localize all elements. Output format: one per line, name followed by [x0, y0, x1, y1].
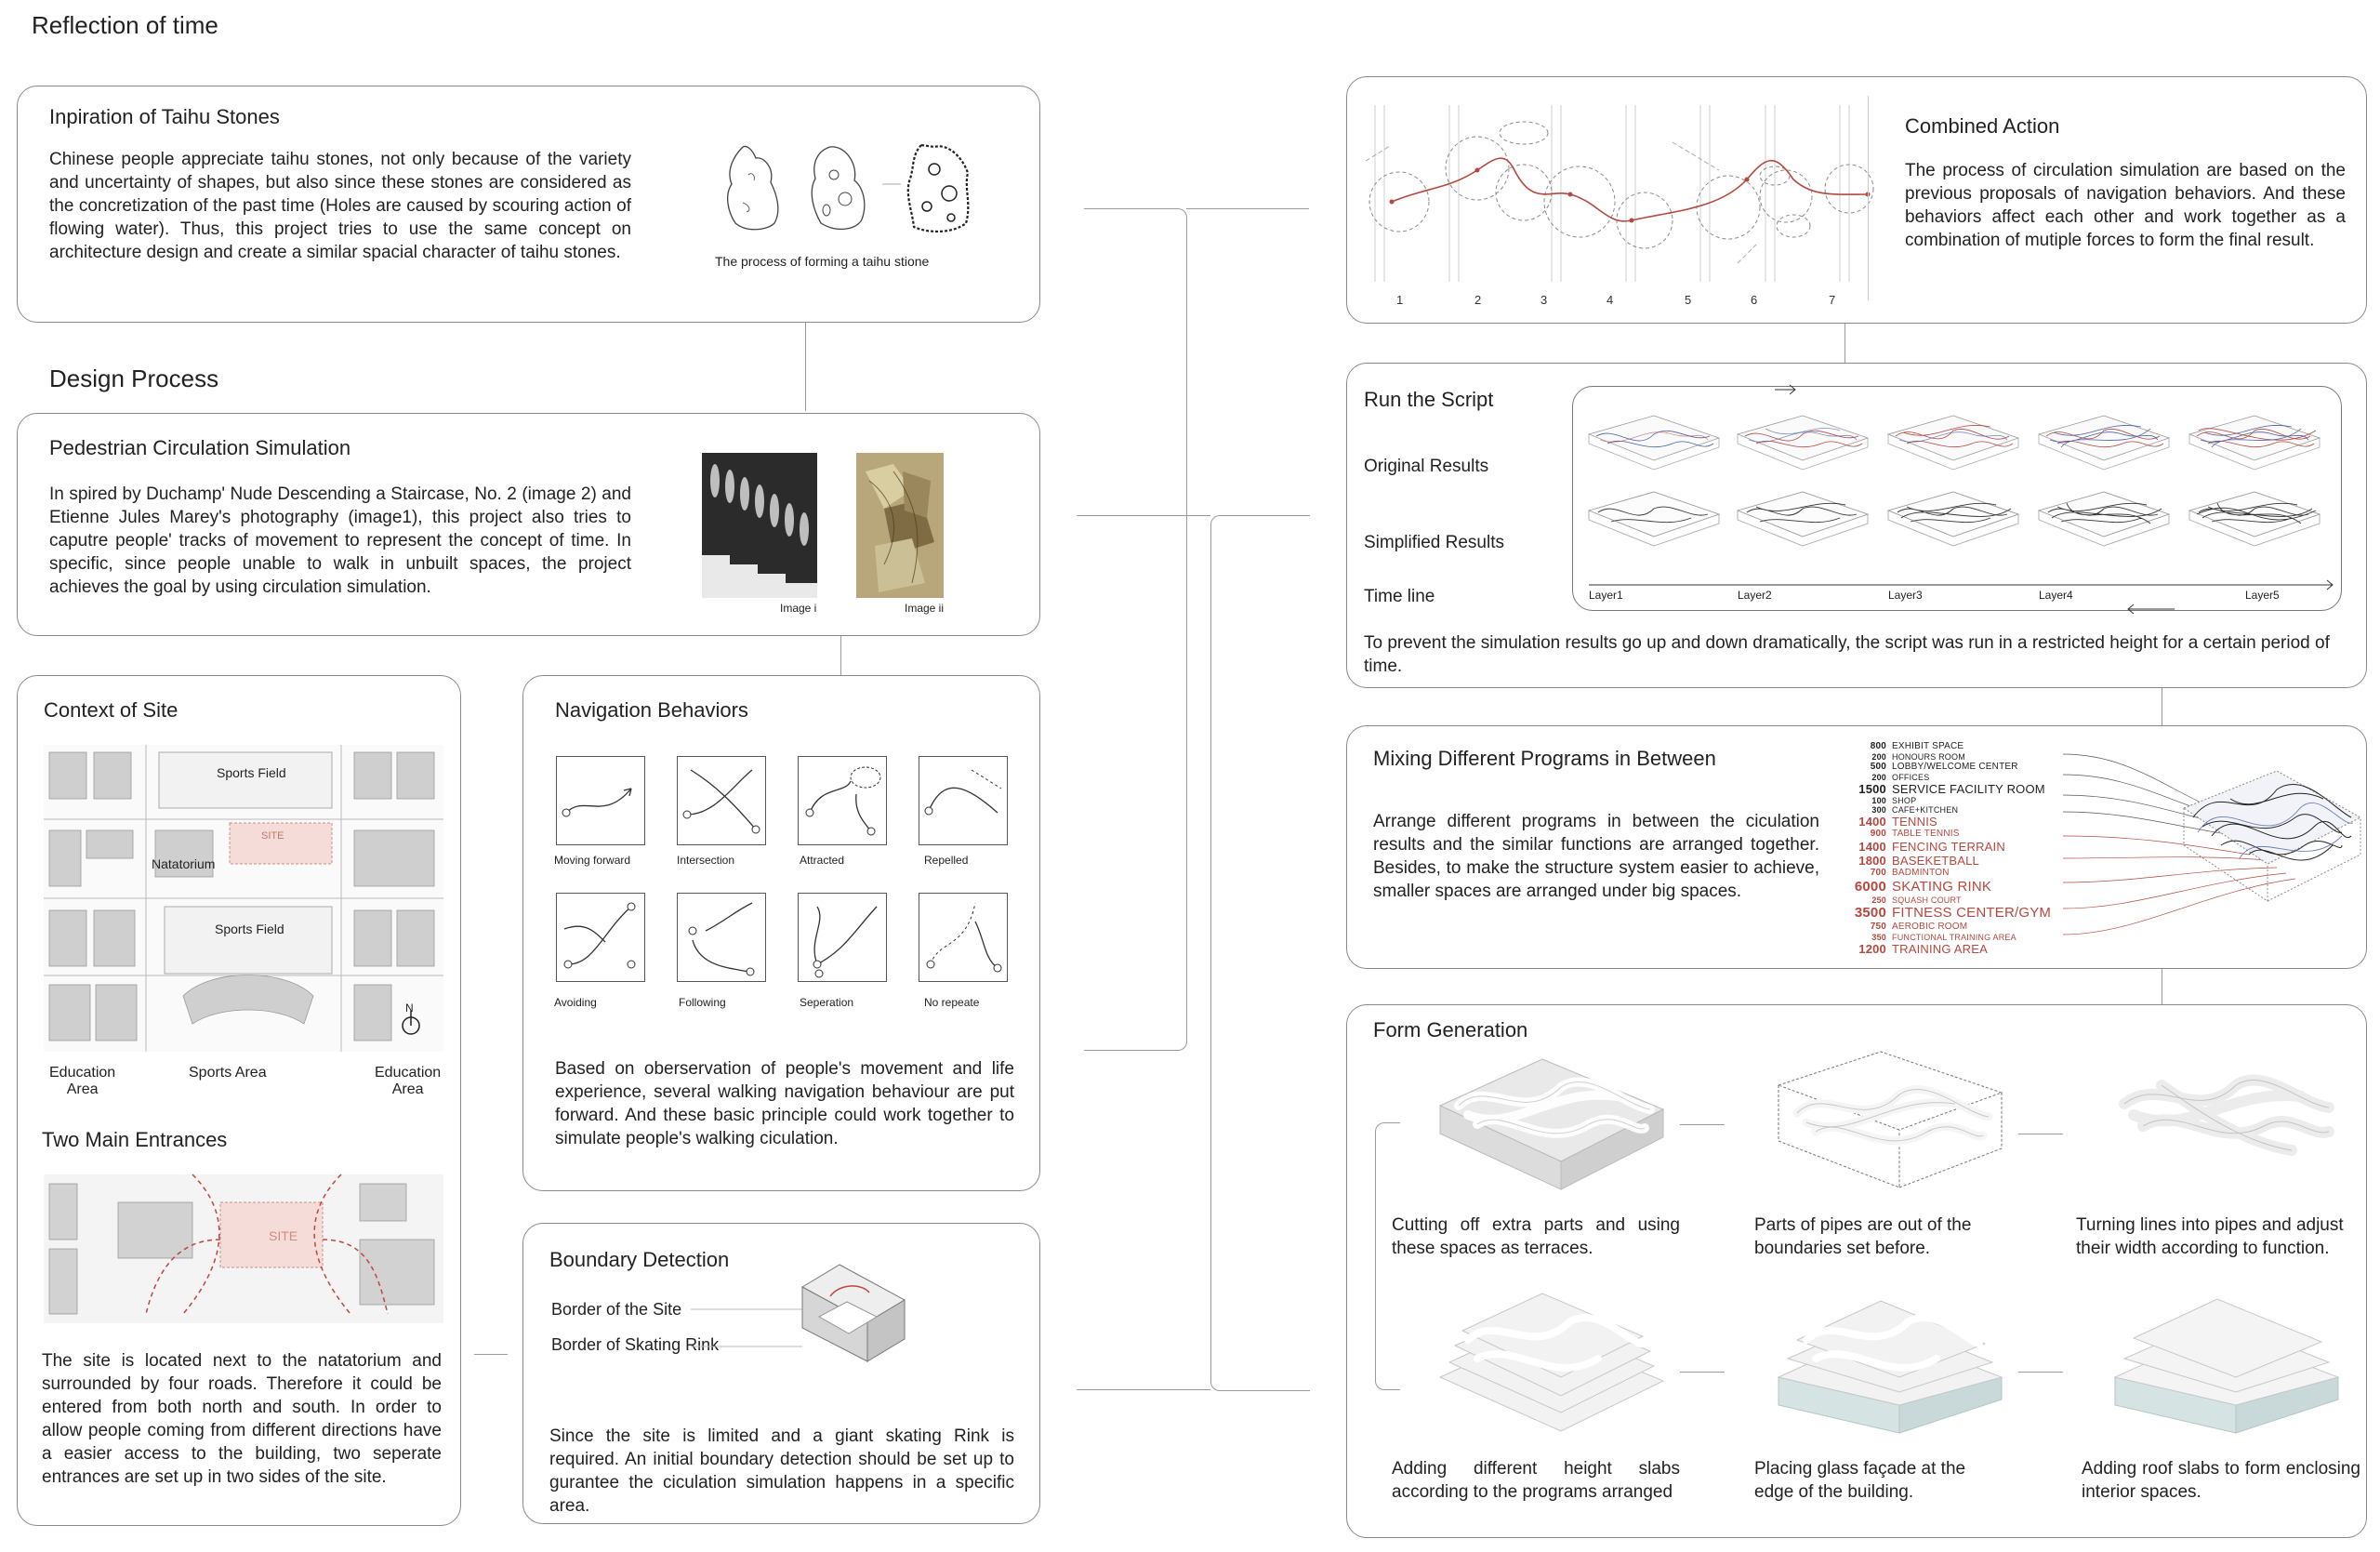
- program-name: FITNESS CENTER/GYM: [1892, 905, 2052, 921]
- image1-caption: Image i: [780, 602, 817, 615]
- behavior-moving-forward-diagram: [556, 756, 645, 845]
- navigation-panel: [522, 675, 1040, 1191]
- map-label-sports-field-top: Sports Field: [217, 765, 286, 780]
- connector-line: [840, 636, 841, 677]
- behavior-label: No repeate: [924, 996, 980, 1009]
- connector-line: [1186, 208, 1309, 209]
- map-label-sports-field-mid: Sports Field: [215, 922, 284, 936]
- script-panel: [1346, 363, 2367, 688]
- connector-line: [805, 323, 806, 411]
- pedestrian-panel: [17, 413, 1040, 636]
- combined-action-diagram: [1366, 105, 1886, 282]
- program-area: 200: [1871, 773, 1886, 782]
- mixing-title: Mixing Different Programs in Between: [1373, 747, 1716, 770]
- boundary-text: Since the site is limited and a giant skating Rink is required. An initial boundary detection should be set up to gurantee the ciculation simulation happens in a specific area.: [549, 1426, 1014, 1516]
- program-area: 100: [1871, 796, 1886, 805]
- program-area: 1800: [1858, 854, 1886, 868]
- step-number: 4: [1606, 293, 1614, 307]
- area-label-education-left: Education Area: [49, 1065, 116, 1097]
- navigation-text: Based on oberservation of people's movement and life experience, several walking navigation behaviour are put forward. And these basic principle could work together to simulate people's walking ciculation.: [555, 1059, 1014, 1148]
- form-caption: Turning lines into pipes and adjust their width according to function.: [2076, 1215, 2344, 1258]
- program-area: 1400: [1858, 815, 1886, 829]
- map-label-site: SITE: [261, 830, 284, 842]
- taihu-caption: The process of forming a taihu stione: [715, 254, 930, 269]
- context-title: Context of Site: [44, 698, 178, 722]
- behavior-intersection-diagram: [677, 756, 766, 845]
- boundary-label-rink: Border of Skating Rink: [551, 1335, 720, 1354]
- layer-label: Layer4: [2039, 589, 2073, 602]
- page-title: Reflection of time: [32, 11, 218, 39]
- program-item: [1849, 922, 1967, 932]
- script-title: Run the Script: [1364, 388, 1494, 411]
- program-name: TRAINING AREA: [1892, 942, 1989, 956]
- mixing-text: Arrange different programs in between the ciculation results and the similar functions are arranged together. Besides, to make the structure system easier to achieve, smaller spaces are arranged under big spaces.: [1373, 812, 1819, 901]
- duchamp-painting: [856, 453, 944, 598]
- form-model-roof: [2106, 1284, 2347, 1433]
- program-item: [1849, 741, 1964, 751]
- program-name: SHOP: [1892, 796, 1917, 805]
- behavior-label: Seperation: [800, 996, 854, 1009]
- mixing-panel: [1346, 725, 2367, 969]
- program-name: SERVICE FACILITY ROOM: [1892, 782, 2045, 796]
- behavior-seperation-diagram: [798, 893, 887, 982]
- connector-line: [1210, 515, 1310, 1391]
- program-name: BASEKETBALL: [1892, 854, 1979, 868]
- combined-panel: [1346, 76, 2367, 324]
- program-area: 300: [1871, 805, 1886, 815]
- context-panel: [17, 675, 461, 1526]
- layer-label: Layer5: [2245, 589, 2280, 602]
- area-label-education-right: Education Area: [375, 1065, 442, 1097]
- north-arrow-icon: N: [405, 1002, 414, 1015]
- program-item: [1849, 762, 2018, 772]
- site-context-map: [44, 745, 443, 1052]
- program-item: [1849, 782, 2045, 796]
- behavior-label: Repelled: [924, 854, 969, 867]
- connector-line: [1680, 1124, 1725, 1125]
- program-item: [1849, 879, 1991, 895]
- program-name: AEROBIC ROOM: [1892, 922, 1968, 932]
- navigation-title: Navigation Behaviors: [555, 698, 748, 722]
- step-number: 1: [1396, 293, 1404, 307]
- program-item: [1849, 905, 2051, 921]
- program-list: [1849, 741, 2063, 961]
- image2-caption: Image ii: [905, 602, 945, 615]
- combined-title: Combined Action: [1905, 114, 2060, 138]
- program-item: [1849, 829, 1960, 839]
- program-item: [1849, 854, 1979, 868]
- program-name: TABLE TENNIS: [1892, 829, 1960, 839]
- pedestrian-text: In spired by Duchamp' Nude Descending a Staircase, No. 2 (image 2) and Etienne Jules Marey's photography (image1), this project also tries to caputre people' tracks of movement to represent the concept of time. In specific, since people unable to walk in unbuilt spaces, the project achieves the goal by using circulation simulation.: [49, 484, 631, 597]
- boundary-panel: [522, 1223, 1040, 1524]
- taihu-panel: [17, 86, 1040, 323]
- behavior-attracted-diagram: [798, 756, 887, 845]
- layer-label: Layer1: [1589, 589, 1623, 602]
- program-name: SQUASH COURT: [1892, 895, 1962, 905]
- program-item: [1849, 868, 1950, 878]
- entrance-site-label: SITE: [269, 1228, 298, 1243]
- behavior-no-repeate-diagram: [919, 893, 1008, 982]
- program-name: TENNIS: [1892, 815, 1937, 829]
- program-name: OFFICES: [1892, 773, 1930, 782]
- script-row-original: Original Results: [1364, 457, 1489, 476]
- step-number: 6: [1751, 293, 1758, 307]
- form-model-out-of-bounds: [1769, 1048, 2011, 1187]
- program-area: 350: [1871, 933, 1886, 942]
- entrances-title: Two Main Entrances: [42, 1128, 228, 1151]
- area-label-sports: Sports Area: [189, 1065, 267, 1081]
- behavior-label: Following: [679, 996, 726, 1009]
- step-number: 7: [1829, 293, 1836, 307]
- design-process-heading: Design Process: [49, 365, 219, 392]
- form-model-glass-facade: [1769, 1284, 2011, 1433]
- step-number: 2: [1474, 293, 1482, 307]
- program-area: 900: [1870, 829, 1886, 839]
- marey-photograph: [702, 453, 817, 598]
- form-model-terraces: [1431, 1050, 1673, 1189]
- connector-line: [1680, 1372, 1725, 1373]
- connector-line: [474, 1354, 508, 1355]
- program-name: LOBBY/WELCOME CENTER: [1892, 762, 2018, 772]
- program-area: 250: [1871, 895, 1886, 905]
- behavior-label: Intersection: [677, 854, 735, 867]
- form-model-pipes: [2106, 1048, 2347, 1187]
- program-name: CAFE+KITCHEN: [1892, 805, 1959, 815]
- entrances-map: [44, 1174, 443, 1323]
- program-name: EXHIBIT SPACE: [1892, 741, 1964, 751]
- layer-label: Layer2: [1738, 589, 1772, 602]
- program-name: BADMINTON: [1892, 868, 1950, 878]
- program-area: 500: [1870, 762, 1886, 772]
- program-area: 1400: [1858, 840, 1886, 854]
- layer-label: Layer3: [1888, 589, 1923, 602]
- form-title: Form Generation: [1373, 1018, 1528, 1041]
- program-name: FUNCTIONAL TRAINING AREA: [1892, 933, 2016, 942]
- program-name: FENCING TERRAIN: [1892, 840, 2005, 854]
- script-results-diagram: [1580, 388, 2342, 611]
- behavior-repelled-diagram: [919, 756, 1008, 845]
- behavior-label: Moving forward: [554, 854, 631, 867]
- connector-line: [1077, 1389, 1210, 1390]
- taihu-title: Inpiration of Taihu Stones: [49, 105, 280, 128]
- context-text: The site is located next to the natatorium and surrounded by four roads. Therefore it could be entered from both north and south. In order to allow people coming from different directions have a easier access to the building, two seperate entrances are set up in two sides of the site.: [42, 1351, 442, 1487]
- program-item: [1849, 942, 1988, 956]
- program-area: 6000: [1854, 879, 1886, 895]
- program-name: SKATING RINK: [1892, 879, 1992, 895]
- boundary-label-site: Border of the Site: [551, 1300, 682, 1319]
- connector-line: [1077, 515, 1210, 1390]
- program-item: [1849, 815, 1937, 829]
- form-panel: [1346, 1004, 2367, 1538]
- form-model-slabs: [1431, 1284, 1673, 1433]
- program-mixing-diagram: [2063, 743, 2360, 957]
- taihu-stones-illustration: [715, 138, 975, 240]
- behavior-avoiding-diagram: [556, 893, 645, 982]
- pedestrian-title: Pedestrian Circulation Simulation: [49, 436, 351, 459]
- form-caption: Adding roof slabs to form enclosing interior spaces.: [2082, 1459, 2360, 1502]
- combined-text: The process of circulation simulation are based on the previous proposals of navigation behaviors. And these behaviors affect each other and work together as a combination of mutiple forces to form the final result.: [1905, 161, 2346, 250]
- form-caption: Cutting off extra parts and using these spaces as terraces.: [1392, 1215, 1680, 1258]
- step-number: 3: [1540, 293, 1548, 307]
- map-label-natatorium: Natatorium: [152, 856, 216, 871]
- form-caption: Parts of pipes are out of the boundaries set before.: [1754, 1215, 1972, 1258]
- taihu-text: Chinese people appreciate taihu stones, not only because of the variety and uncertainty of shapes, but also since these stones are considered as the concretization of the past time (Holes are caused by scouring action of flowing water). Thus, this project tries to use the same concept on architecture design and create a similar spacial character of taihu stones.: [49, 150, 631, 262]
- behavior-label: Attracted: [800, 854, 845, 867]
- program-area: 750: [1870, 922, 1886, 932]
- boundary-title: Boundary Detection: [549, 1248, 730, 1271]
- connector-line: [1844, 324, 1845, 363]
- program-area: 700: [1870, 868, 1886, 878]
- program-area: 1500: [1858, 782, 1886, 796]
- behavior-label: Avoiding: [554, 996, 597, 1009]
- boundary-detection-diagram: [691, 1259, 905, 1361]
- form-caption: Adding different height slabs according to the programs arranged: [1392, 1459, 1680, 1502]
- program-item: [1849, 840, 2005, 854]
- program-name: HONOURS ROOM: [1892, 752, 1965, 762]
- script-row-simplified: Simplified Results: [1364, 533, 1504, 552]
- behavior-following-diagram: [677, 893, 766, 982]
- connector-line: [2018, 1372, 2063, 1373]
- program-area: 1200: [1858, 942, 1886, 956]
- program-area: 3500: [1854, 905, 1886, 921]
- program-area: 200: [1871, 752, 1886, 762]
- script-row-timeline: Time line: [1364, 587, 1435, 606]
- program-area: 800: [1870, 741, 1886, 751]
- step-number: 5: [1685, 293, 1692, 307]
- script-text: To prevent the simulation results go up and down dramatically, the script was run in a restricted height for a certain period of time.: [1364, 633, 2330, 676]
- form-caption: Placing glass façade at the edge of the building.: [1754, 1459, 1966, 1502]
